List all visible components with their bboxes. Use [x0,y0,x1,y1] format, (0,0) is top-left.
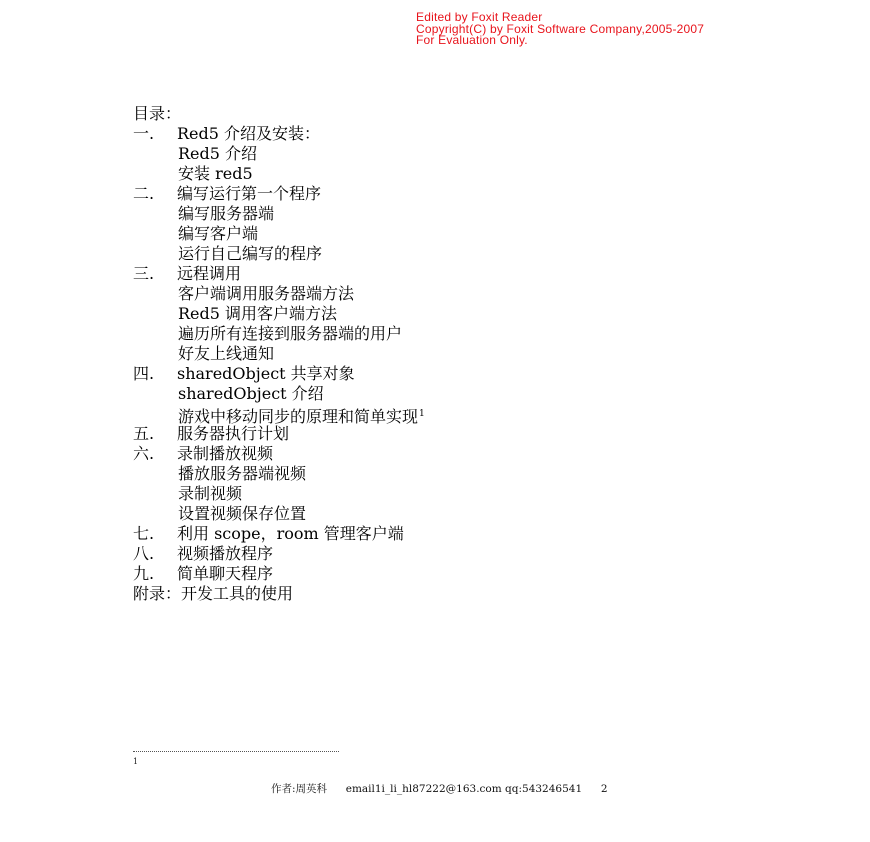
toc-subitem [133,144,425,164]
toc-item-number: 七. [133,524,155,543]
toc-item-text: 编写客户端 [178,224,259,243]
toc-item-text: 编写服务器端 [178,204,275,223]
toc-item-number: 一. [133,124,155,143]
toc-item-text: 播放服务器端视频 [178,464,307,483]
toc-item-text: 利用 scope，room 管理客户端 [177,524,404,543]
toc-subitem [133,344,425,364]
toc-subitem [133,504,425,524]
page-footer [271,781,608,796]
toc-list [133,124,425,604]
toc-item-text: 开发工具的使用 [181,584,294,603]
toc-item [133,364,425,384]
toc-item [133,184,425,204]
toc-item-number: 二. [133,184,155,203]
toc-subitem [133,164,425,184]
toc-item-number: 八. [133,544,155,563]
foxit-watermark [416,12,704,47]
toc-subitem [133,384,425,404]
toc-item-text: sharedObject 共享对象 [177,364,355,383]
toc-item-number: 四. [133,364,155,383]
toc-subitem [133,284,425,304]
toc-item-text: Red5 调用客户端方法 [178,304,338,323]
toc-item [133,444,425,464]
toc-title: 目录： [133,104,182,123]
toc-item-text: 远程调用 [177,264,242,283]
watermark-line: For Evaluation Only. [416,33,528,47]
footnote-reference: 1 [419,409,425,419]
toc-item-text: 视频播放程序 [177,544,274,563]
watermark-line: Copyright(C) by Foxit Software Company,2005-2007 [416,21,705,36]
toc-item-text: Red5 介绍 [178,144,258,163]
watermark-line: Edited by Foxit Reader [416,10,543,24]
toc-item-text: 客户端调用服务器端方法 [178,284,355,303]
toc-subitem [133,224,425,244]
toc-subitem [133,304,425,324]
toc-item-number: 六. [133,444,155,463]
toc-subitem [133,204,425,224]
toc-item-number: 附录： [133,584,182,603]
toc-item-number: 九. [133,564,155,583]
footer-contact: email1i_li_hl87222@163.com qq:543246541 [345,783,583,795]
toc-item-number: 三. [133,264,155,283]
toc-subitem [133,404,425,424]
toc-item-text: 简单聊天程序 [177,564,274,583]
toc-item [133,424,425,444]
toc-item-text: 好友上线通知 [178,344,275,363]
footnote-separator [133,751,339,752]
toc-subitem [133,484,425,504]
toc-item [133,264,425,284]
footnote-mark: 1 [133,757,139,766]
toc-item [133,584,425,604]
toc-item-text: 遍历所有连接到服务器端的用户 [178,324,403,343]
table-of-contents [133,104,425,604]
toc-item-text: 游戏中移动同步的原理和简单实现 [178,407,419,426]
toc-item [133,124,425,144]
page-number: 2 [600,783,608,795]
toc-item-text: sharedObject 介绍 [178,384,324,403]
toc-item-text: 设置视频保存位置 [178,504,307,523]
toc-item [133,564,425,584]
toc-item-number: 五. [133,424,155,443]
toc-item [133,544,425,564]
toc-item [133,524,425,544]
toc-item-text: Red5 介绍及安装： [177,124,321,143]
toc-subitem [133,324,425,344]
footer-author: 作者:周英科 [271,783,328,795]
toc-item-text: 运行自己编写的程序 [178,244,323,263]
toc-item-text: 服务器执行计划 [177,424,290,443]
toc-item-text: 编写运行第一个程序 [177,184,322,203]
toc-subitem [133,464,425,484]
toc-item-text: 安装 red5 [178,164,253,183]
toc-item-text: 录制视频 [178,484,243,503]
toc-subitem [133,244,425,264]
toc-item-text: 录制播放视频 [177,444,274,463]
